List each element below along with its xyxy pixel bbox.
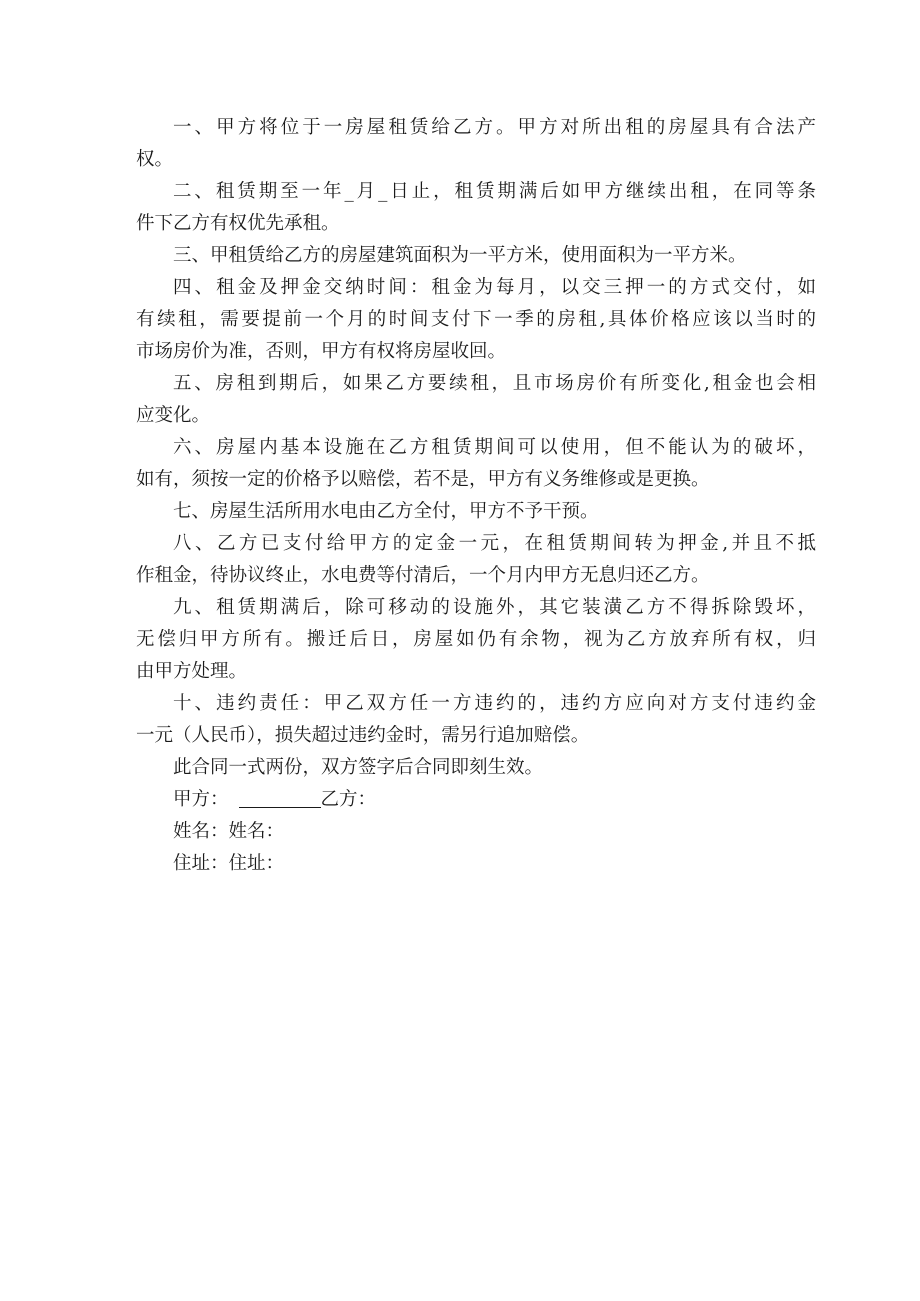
clause-line: 件下乙方有权优先承租。 <box>136 213 340 234</box>
clause-line: 应变化。 <box>136 405 211 426</box>
party-line <box>136 784 816 816</box>
clause-line: 十、违约责任：甲乙双方任一方违约的，违约方应向对方支付违约金 <box>173 693 816 714</box>
clause-2 <box>136 176 816 240</box>
clause-line: 八、乙方已支付给甲方的定金一元，在租赁期间转为押金,并且不抵 <box>173 533 816 554</box>
clause-line: 九、租赁期满后，除可移动的设施外，其它装潢乙方不得拆除毁坏， <box>173 597 816 618</box>
party-b-label: 乙方： <box>320 789 377 810</box>
clause-line: 作租金，待协议终止，水电费等付清后，一个月内甲方无息归还乙方。 <box>136 565 710 586</box>
clause-9 <box>136 592 816 688</box>
clause-line: 四、租金及押金交纳时间：租金为每月，以交三押一的方式交付，如 <box>173 277 816 298</box>
clause-line: 三、甲租赁给乙方的房屋建筑面积为一平方米，使用面积为一平方米。 <box>173 245 747 266</box>
clause-line: 二、租赁期至一年_月_日止，租赁期满后如甲方继续出租，在同等条 <box>173 181 816 202</box>
clause-line: 六、房屋内基本设施在乙方租赁期间可以使用，但不能认为的破坏， <box>173 437 816 458</box>
clause-line: 此合同一式两份，双方签字后合同即刻生效。 <box>173 757 544 778</box>
clause-5 <box>136 368 816 432</box>
clause-7 <box>136 496 816 528</box>
clause-line: 权。 <box>136 149 174 170</box>
clause-line: 由甲方处理。 <box>136 661 248 682</box>
effectiveness-clause <box>136 752 816 784</box>
clause-line: 如有，须按一定的价格予以赔偿，若不是，甲方有义务维修或是更换。 <box>136 469 710 490</box>
clause-1 <box>136 112 816 176</box>
signature-block <box>136 784 816 880</box>
party-a-signature-blank <box>239 787 321 808</box>
address-line: 住址：住址： <box>173 853 285 874</box>
clause-line: 一元（人民币），损失超过违约金时，需另行追加赔偿。 <box>136 725 590 746</box>
clause-line: 有续租，需要提前一个月的时间支付下一季的房租,具体价格应该以当时的 <box>136 309 816 330</box>
clause-3 <box>136 240 816 272</box>
clause-6 <box>136 432 816 496</box>
clause-4 <box>136 272 816 368</box>
clause-10 <box>136 688 816 752</box>
contract-body <box>136 112 816 880</box>
clause-line: 五、房租到期后，如果乙方要续租，且市场房价有所变化,租金也会相 <box>173 373 816 394</box>
clause-line: 无偿归甲方所有。搬迁后日，房屋如仍有余物，视为乙方放弃所有权，归 <box>136 629 816 650</box>
clause-line: 七、房屋生活所用水电由乙方全付，甲方不予干预。 <box>173 501 599 522</box>
name-line: 姓名：姓名： <box>173 821 285 842</box>
clause-8 <box>136 528 816 592</box>
clause-line: 市场房价为准，否则，甲方有权将房屋收回。 <box>136 341 507 362</box>
clause-line: 一、甲方将位于一房屋租赁给乙方。甲方对所出租的房屋具有合法产 <box>173 117 816 138</box>
party-a-label: 甲方： <box>173 789 229 810</box>
